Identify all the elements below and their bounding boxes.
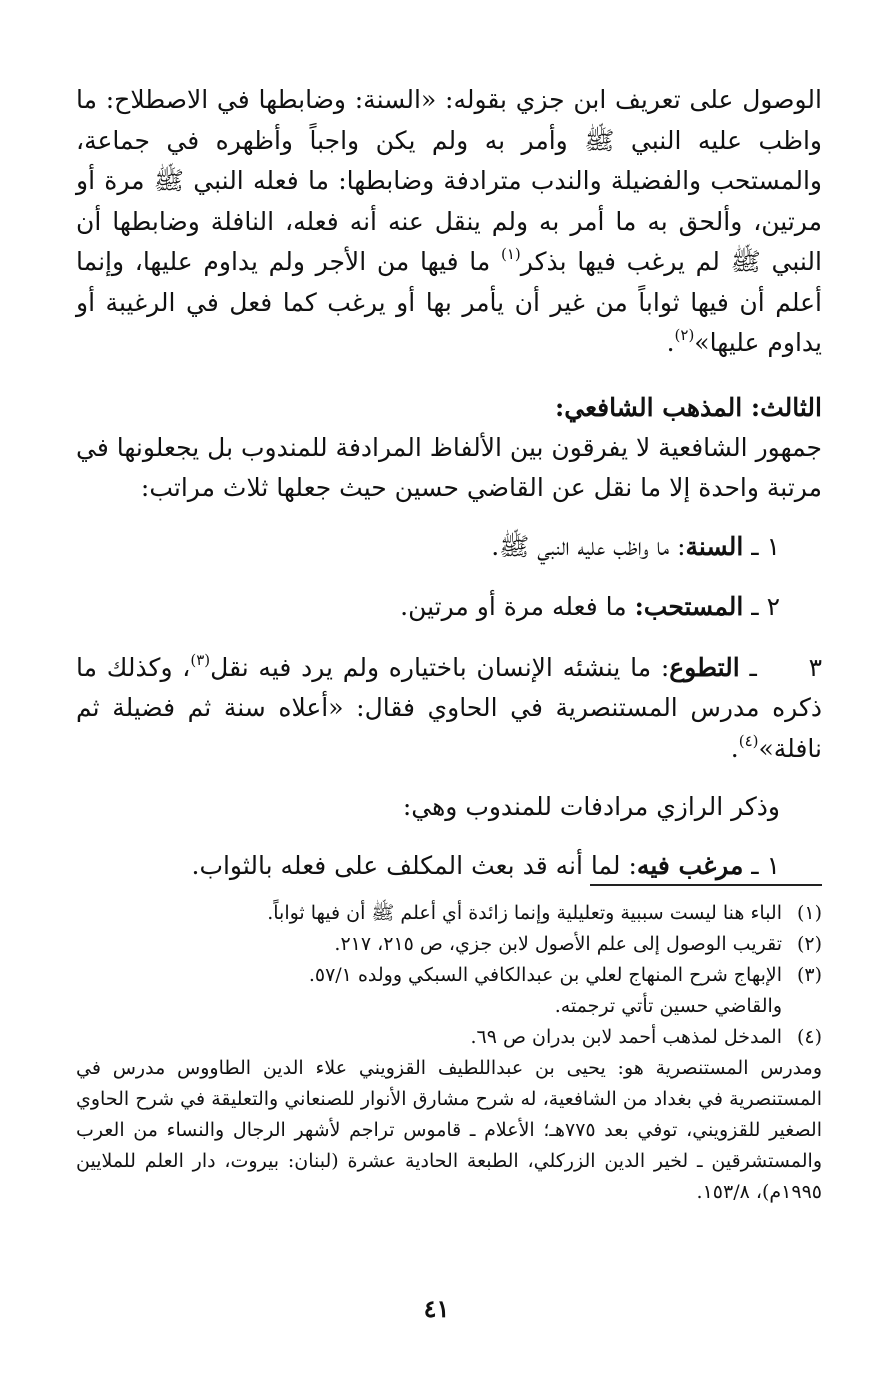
paragraph-shafii-majority: جمهور الشافعية لا يفرقون بين الألفاظ المرادفة للمندوب بل يجعلونها في مرتبة واحدة إلا ما نقل عن القاضي حسين حيث جعلها ثلاث مراتب: (76, 432, 822, 502)
term-muraghghab-fih: مرغب فيه (636, 850, 744, 880)
footnote-text: تقريب الوصول إلى علم الأصول لابن جزي، ص ٢١٥، ٢١٧. (334, 933, 782, 955)
section-heading-shafii: الثالث: المذهب الشافعي: (555, 392, 822, 422)
footnote-number: (٤) (796, 1026, 822, 1048)
footnote-text: الباء هنا ليست سببية وتعليلية وإنما زائدة أي أعلم ﷺ أن فيها ثواباً. (267, 902, 782, 924)
footnote-number: (٣) (796, 964, 822, 986)
term-tatawwu: التطوع (669, 652, 740, 682)
page-number: ٤١ (423, 1294, 450, 1323)
list-item-mustahab: ٢ ـ المستحب: ما فعله مرة أو مرتين. (400, 592, 780, 621)
footnote-number: (١) (796, 902, 822, 924)
footnote-number: (٢) (796, 933, 822, 955)
term-sunnah: السنة (685, 531, 744, 561)
footnote-text: المدخل لمذهب أحمد لابن بدران ص ٦٩. (470, 1026, 782, 1048)
footnote-ref-4[interactable]: (٤) (738, 731, 759, 750)
footnote-ref-2[interactable]: (٢) (674, 326, 695, 344)
footnote-3 (76, 960, 822, 991)
list-item-tatawwu: ٣ ـ التطوع: ما ينشئه الإنسان باختياره ولم يرد فيه نقل$^{(٣)}$، وكذلك ما ذكره مدرس المستنصرية في الحاوي فقال: «أعلاه سنة ثم فضيلة ثم نافلة»$^{(٤)}$. (76, 650, 822, 763)
footnote-4 (76, 1022, 822, 1053)
term-mustahab: المستحب: (634, 592, 744, 621)
list-item-sunnah: ١ ـ السنة: ما واظب عليه النبي ﷺ. (491, 531, 780, 561)
footnotes (76, 898, 822, 1208)
footnote-3-continuation: والقاضي حسين تأتي ترجمته. (554, 995, 782, 1017)
paragraph-ibn-juzayy: الوصول على تعريف ابن جزي بقوله: «السنة: وضابطها في الاصطلاح: ما واظب عليه النبي ﷺ وأمر به ولم يكن واجباً وأظهره في جماعة، والمستحب والفضيلة والندب مترادفة وضابطها: ما فعله النبي ﷺ مرة أو مرتين، وألحق به ما أمر به ولم ينقل عنه أنه فعله، النافلة وضابطها أن النبي ﷺ لم يرغب فيها بذكر$^{(١)}$ ما فيها من الأجر ولم يداوم عليها، وإنما أعلم أن فيها ثواباً من غير أن يأمر بها أو يرغب كما فعل في الرغيبة أو يداوم عليها»$^{(٢)}$. (76, 85, 822, 357)
footnote-ref-3[interactable]: (٣) (190, 650, 211, 669)
footnote-4-biography: ومدرس المستنصرية هو: يحيى بن عبداللطيف القزويني علاء الدين الطاووس مدرس في المستنصرية في بغداد من الشافعية، له شرح مشارق الأنوار للصنعاني والتعليقة في شرح الحاوي الصغير للقزويني، توفي بعد ٧٧٥هـ؛ الأعلام ـ قاموس تراجم لأشهر الرجال والنساء من العرب والمستشرقين ـ لخير الدين الزركلي، الطبعة الحادية عشرة (لبنان: بيروت، دار العلم للملايين ١٩٩٥م)، ١٥٣/٨. (76, 1057, 822, 1203)
footnote-ref-1[interactable]: (١) (501, 245, 521, 263)
page-body (76, 80, 822, 886)
list-item-muraghghab-fih: ١ ـ مرغب فيه: لما أنه قد بعث المكلف على فعله بالثواب. (191, 850, 780, 880)
footnote-divider (590, 884, 822, 886)
footnote-text: الإبهاج شرح المنهاج لعلي بن عبدالكافي السبكي وولده ٥٧/١. (308, 964, 782, 986)
footnote-1 (76, 898, 822, 929)
paragraph-razi: وذكر الرازي مرادفات للمندوب وهي: (402, 792, 780, 821)
footnote-2 (76, 929, 822, 960)
